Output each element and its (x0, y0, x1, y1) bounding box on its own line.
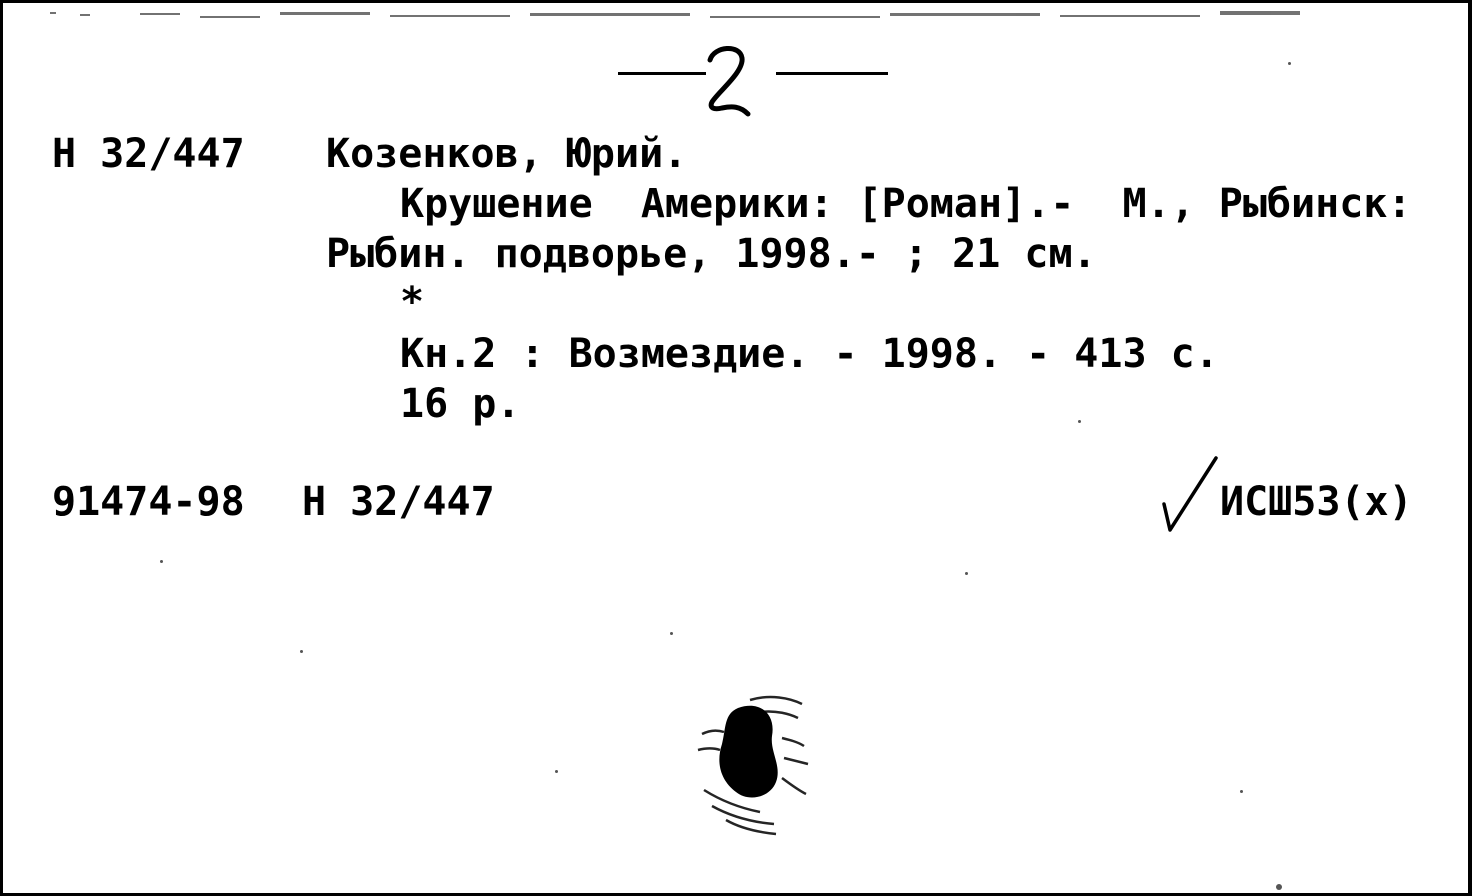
scan-speck (160, 560, 163, 563)
inventory-number: 91474-98 (52, 479, 245, 525)
location-code: ИСШ53(х) (1220, 479, 1413, 525)
card-right-edge (1468, 0, 1472, 896)
card-left-edge (0, 0, 3, 896)
page-number-left-dash (618, 72, 706, 75)
checkmark-icon (1158, 452, 1224, 534)
title-line-2: Рыбин. подворье, 1998.- ; 21 см. (326, 231, 1097, 277)
handwritten-page-number (700, 40, 762, 118)
scan-speck (1288, 62, 1291, 65)
card-top-edge (0, 0, 1472, 3)
author-heading: Козенков, Юрий. (326, 131, 688, 177)
price: 16 р. (400, 381, 521, 427)
scan-speck (1276, 884, 1282, 890)
scan-speck (670, 632, 673, 635)
page-number-right-dash (776, 72, 888, 75)
scan-speck (965, 572, 968, 575)
scan-speck (1078, 420, 1081, 423)
scan-speck (1240, 790, 1243, 793)
scan-speck (300, 650, 303, 653)
asterisk-mark: * (400, 279, 425, 325)
call-number: Н 32/447 (52, 131, 245, 177)
ink-stain (690, 690, 820, 840)
inventory-call-number: Н 32/447 (302, 479, 495, 525)
scan-speck (555, 770, 558, 773)
title-line-1: Крушение Америки: [Роман].- М., Рыбинск: (400, 181, 1412, 227)
volume-line: Кн.2 : Возмездие. - 1998. - 413 с. (400, 331, 1219, 377)
scan-noise-top (50, 6, 1320, 28)
